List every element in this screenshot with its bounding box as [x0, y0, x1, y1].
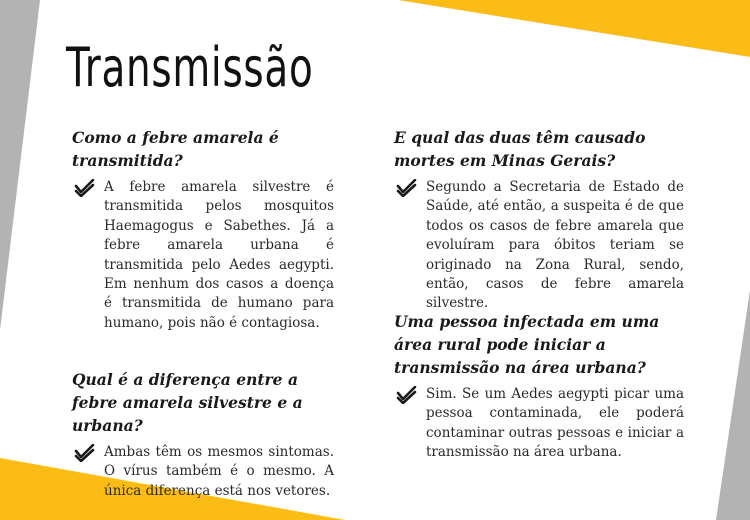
- qa-block: [394, 310, 684, 463]
- answer-item: [394, 178, 684, 314]
- gray-stripe-right: [716, 290, 750, 520]
- question-heading: Uma pessoa infectada em uma área rural pode iniciar a transmissão na área urbana?: [394, 312, 660, 377]
- checkmark-icon: [74, 444, 96, 462]
- question-heading: E qual das duas têm causado mortes em Minas Gerais?: [394, 128, 646, 170]
- answer-text: Segundo a Secretaria de Estado de Saúde, até então, a suspeita é de que todos os casos de febre amarela que evoluíram para óbitos teriam se originado na Zona Rural, sendo, então, casos de febre amarela silvestre.: [426, 179, 684, 312]
- question-heading: Como a febre amarela é transmitida?: [72, 128, 279, 170]
- answer-text: Sim. Se um Aedes aegypti picar uma pessoa contaminada, ele poderá contaminar outras pessoas e iniciar a transmissão na área urbana.: [426, 386, 684, 461]
- answer-item: [72, 178, 334, 333]
- answer-item: [394, 385, 684, 463]
- gray-stripe-left: [0, 0, 40, 330]
- checkmark-icon: [396, 386, 418, 404]
- checkmark-icon: [74, 179, 96, 197]
- answer-text: Ambas têm os mesmos sintomas. O vírus também é o mesmo. A única diferença está nos vetores.: [104, 444, 334, 499]
- page-title: Transmissão: [66, 36, 314, 99]
- yellow-band-top-right: [398, 0, 750, 57]
- qa-block: [72, 368, 334, 501]
- answer-item: [72, 443, 334, 501]
- answer-text: A febre amarela silvestre é transmitida pelos mosquitos Haemagogus e Sabethes. Já a febre amarela urbana é transmitida pelo Aedes aegypti. Em nenhum dos casos a doença é transmitida de humano para humano, pois não é contagiosa.: [104, 179, 334, 331]
- qa-block: [394, 126, 684, 314]
- checkmark-icon: [396, 179, 418, 197]
- qa-block: [72, 126, 334, 333]
- question-heading: Qual é a diferença entre a febre amarela silvestre e a urbana?: [72, 370, 303, 435]
